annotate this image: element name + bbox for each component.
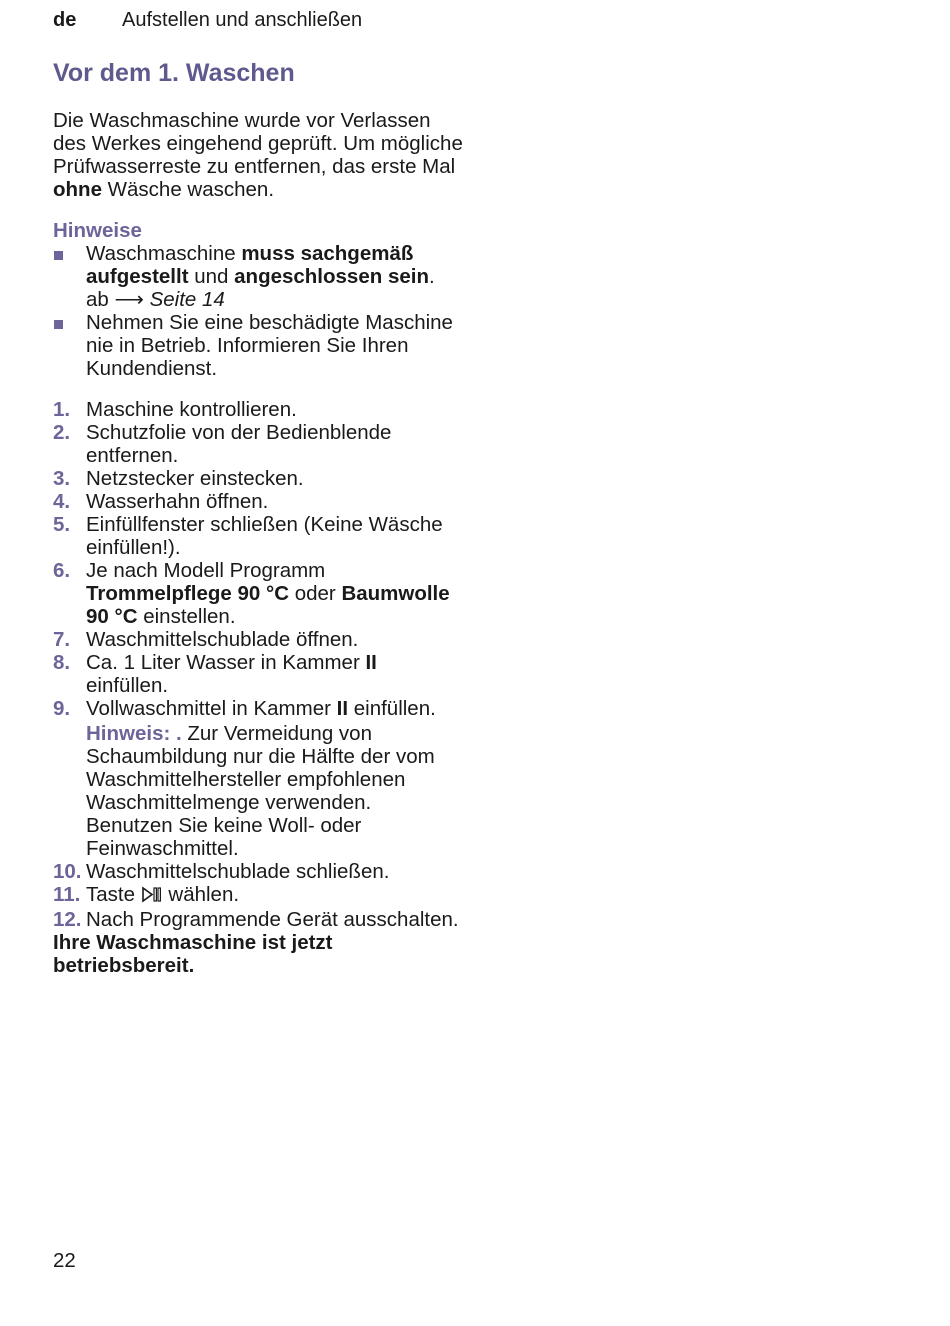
note-text: Zur Vermeidung von Schaumbildung nur die Hälfte der vom Waschmittelhersteller empfohlenen Waschmittelmenge verwenden. Benutzen Sie keine Woll- oder Feinwaschmittel. <box>86 722 435 860</box>
main-content <box>53 56 463 977</box>
intro-text-2: Wäsche waschen. <box>101 178 275 201</box>
step-number: 9. <box>53 697 71 720</box>
step-number: 3. <box>53 467 71 490</box>
step-text: Einfüllfenster schließen (Keine Wäsche einfüllen!). <box>86 513 443 559</box>
step-text: Schutzfolie von der Bedienblende entfernen. <box>86 421 392 467</box>
step-item <box>53 860 463 883</box>
step-number: 6. <box>53 559 71 582</box>
step-text: Waschmittelschublade schließen. <box>86 860 390 883</box>
step-item <box>53 467 463 490</box>
step-item <box>53 559 463 628</box>
step-item <box>53 398 463 421</box>
page-header <box>53 7 362 33</box>
chamber-label: II <box>365 651 377 674</box>
step-text: Nach Programmende Gerät ausschalten. <box>86 908 459 931</box>
section-title: Aufstellen und anschließen <box>122 9 363 31</box>
hint-text: Waschmaschine <box>86 242 242 265</box>
hints-heading: Hinweise <box>53 219 142 242</box>
step-text: Vollwaschmittel in Kammer <box>86 697 337 720</box>
step-item <box>53 883 463 908</box>
arrow-icon: ⟶ <box>114 288 144 311</box>
step-item <box>53 651 463 697</box>
step-item <box>53 697 463 860</box>
step-item <box>53 421 463 467</box>
steps-list <box>53 398 463 931</box>
step-note <box>86 722 463 860</box>
program-name: Baumwolle 90 °C <box>86 582 450 628</box>
hint-text: und <box>188 265 235 288</box>
step-text: Taste <box>86 883 141 906</box>
step-item <box>53 908 463 931</box>
hint-text: . ab <box>86 265 435 311</box>
page-reference-link[interactable]: Seite 14 <box>149 288 225 311</box>
step-number: 12. <box>53 908 82 931</box>
hints-list <box>53 242 463 380</box>
step-number: 10. <box>53 860 82 883</box>
step-text: Netzstecker einstecken. <box>86 467 304 490</box>
intro-paragraph <box>53 109 463 201</box>
start-pause-icon <box>142 885 162 908</box>
step-item <box>53 628 463 651</box>
chamber-label: II <box>336 697 349 720</box>
hint-item <box>53 311 463 380</box>
step-text: einfüllen. <box>86 674 169 697</box>
program-name: Trommelpflege 90 °C <box>86 582 290 605</box>
bullet-square-icon <box>54 251 63 260</box>
hint-item <box>53 242 463 311</box>
step-text: Ca. 1 Liter Wasser in Kammer <box>86 651 366 674</box>
step-number: 4. <box>53 490 71 513</box>
hint-text: Nehmen Sie eine beschädigte Maschine nie in Betrieb. Informieren Sie Ihren Kundendienst. <box>86 311 453 380</box>
ready-statement: Ihre Waschmaschine ist jetzt betriebsbereit. <box>53 931 333 977</box>
step-text: Je nach Modell Programm <box>86 559 326 582</box>
step-text: Wasserhahn öffnen. <box>86 490 269 513</box>
step-text: Waschmittelschublade öffnen. <box>86 628 359 651</box>
step-text: wählen. <box>162 883 240 906</box>
hint-bold: muss sachgemäß aufgestellt <box>86 242 414 288</box>
language-code: de <box>53 9 77 31</box>
step-number: 7. <box>53 628 71 651</box>
hint-bold: angeschlossen sein <box>234 265 429 288</box>
step-text: Maschine kontrollieren. <box>86 398 297 421</box>
page-number: 22 <box>53 1249 76 1272</box>
page-title: Vor dem 1. Waschen <box>53 59 295 87</box>
intro-bold: ohne <box>53 178 102 201</box>
step-number: 1. <box>53 398 71 421</box>
step-text: einstellen. <box>137 605 236 628</box>
step-text: einfüllen. <box>348 697 436 720</box>
intro-text-1: Die Waschmaschine wurde vor Verlassen des Werkes eingehend geprüft. Um mögliche Prüfwasserreste zu entfernen, das erste Mal <box>53 109 463 178</box>
step-number: 2. <box>53 421 71 444</box>
bullet-square-icon <box>54 320 63 329</box>
step-text: oder <box>289 582 342 605</box>
step-item <box>53 490 463 513</box>
note-label: Hinweis: . <box>86 722 182 745</box>
step-item <box>53 513 463 559</box>
step-number: 5. <box>53 513 71 536</box>
step-number: 8. <box>53 651 71 674</box>
step-number: 11. <box>53 883 81 906</box>
